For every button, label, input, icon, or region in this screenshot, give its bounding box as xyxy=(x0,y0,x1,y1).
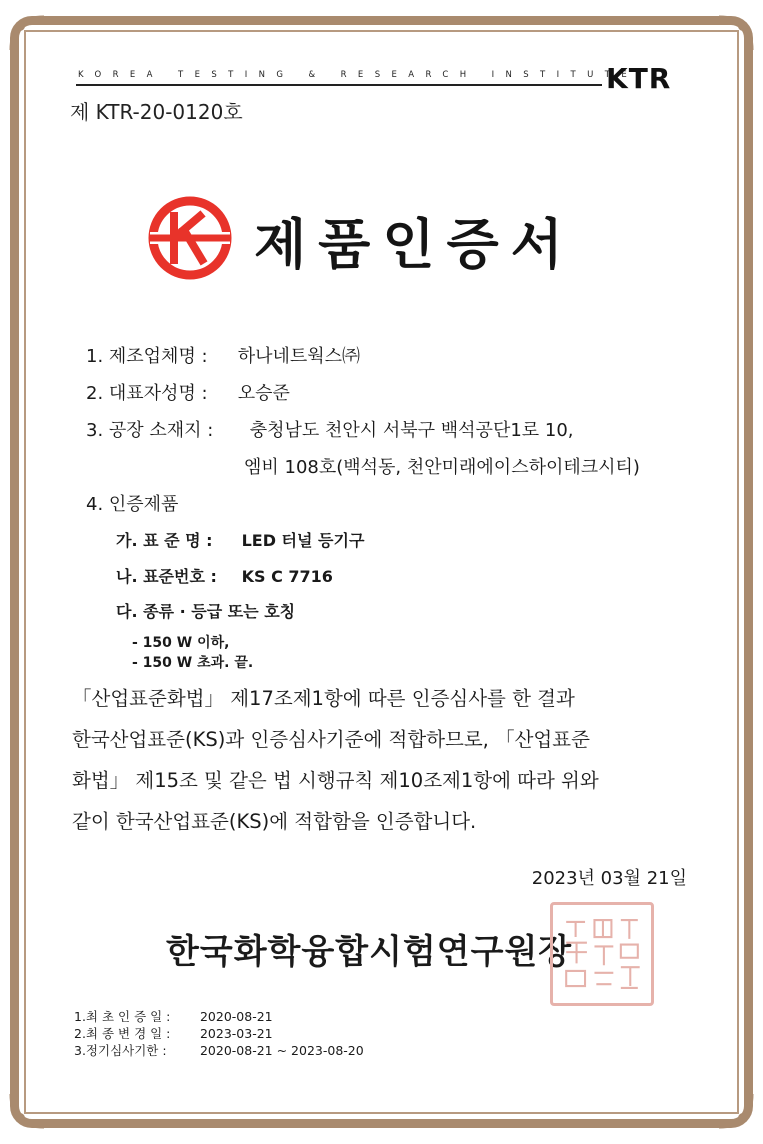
field-factory-address xyxy=(86,416,574,442)
field-label: 나. 표준번호 : xyxy=(116,567,217,586)
field-type-grade: 다. 종류 · 등급 또는 호칭 xyxy=(116,602,296,621)
issue-date: 2023년 03월 21일 xyxy=(531,868,687,889)
header-rule xyxy=(76,84,602,86)
ks-certification-mark-icon xyxy=(148,196,232,280)
statement-line: 같이 한국산업표준(KS)에 적합함을 인증합니다. xyxy=(72,810,477,833)
certificate-number: 제 KTR-20-0120호 xyxy=(70,100,243,124)
ktr-logo: KTR xyxy=(606,62,672,95)
field-value: 하나네트웍스㈜ xyxy=(237,346,361,367)
field-label: 1. 제조업체명 : xyxy=(86,346,208,367)
field-certified-product: 4. 인증제품 xyxy=(86,494,179,515)
certification-statement xyxy=(72,678,694,842)
field-standard-name xyxy=(116,528,364,551)
footer-value: 2023-03-21 xyxy=(199,1026,273,1041)
statement-line: 한국산업표준(KS)과 인증심사기준에 적합하므로, 「산업표준 xyxy=(72,728,590,751)
field-value: LED 터널 등기구 xyxy=(241,531,365,550)
footer-periodic-review xyxy=(74,1042,364,1059)
ornament-corner-icon xyxy=(8,14,48,54)
field-label: 가. 표 준 명 : xyxy=(116,531,213,550)
certificate-dates-footer xyxy=(74,1008,364,1059)
footer-label: 2.최 종 변 경 일 : xyxy=(74,1026,171,1041)
ornament-corner-icon xyxy=(715,14,755,54)
statement-line: 화법」 제15조 및 같은 법 시행규칙 제10조제1항에 따라 위와 xyxy=(72,769,599,792)
ornament-corner-icon xyxy=(715,1090,755,1130)
footer-value: 2020-08-21 ~ 2023-08-20 xyxy=(199,1043,364,1058)
footer-value: 2020-08-21 xyxy=(199,1009,273,1024)
field-label: 2. 대표자성명 : xyxy=(86,383,208,404)
type-grade-item: - 150 W 초과. 끝. xyxy=(132,655,254,671)
type-grade-item: - 150 W 이하, xyxy=(132,635,230,651)
field-standard-number xyxy=(116,564,333,587)
field-representative xyxy=(86,379,290,405)
field-manufacturer xyxy=(86,342,360,368)
field-value: 오승준 xyxy=(237,383,290,404)
institute-english-name: KOREA TESTING & RESEARCH INSTITUTE xyxy=(78,70,639,80)
footer-last-change xyxy=(74,1025,364,1042)
footer-label: 3.정기심사기한 : xyxy=(74,1043,167,1058)
footer-label: 1.최 초 인 증 일 : xyxy=(74,1009,171,1024)
official-seal-icon xyxy=(550,902,654,1006)
ornament-corner-icon xyxy=(8,1090,48,1130)
field-label: 3. 공장 소재지 : xyxy=(86,420,214,441)
field-value: 충청남도 천안시 서북구 백석공단1로 10, xyxy=(249,420,574,441)
field-value: KS C 7716 xyxy=(241,567,333,586)
certificate-title: 제품인증서 xyxy=(254,213,575,276)
issuer-name: 한국화학융합시험연구원장 xyxy=(166,932,573,972)
footer-first-cert xyxy=(74,1008,364,1025)
statement-line: 「산업표준화법」 제17조제1항에 따른 인증심사를 한 결과 xyxy=(72,687,575,710)
field-factory-address-line2: 엠비 108호(백석동, 천안미래에이스하이테크시티) xyxy=(244,457,640,478)
